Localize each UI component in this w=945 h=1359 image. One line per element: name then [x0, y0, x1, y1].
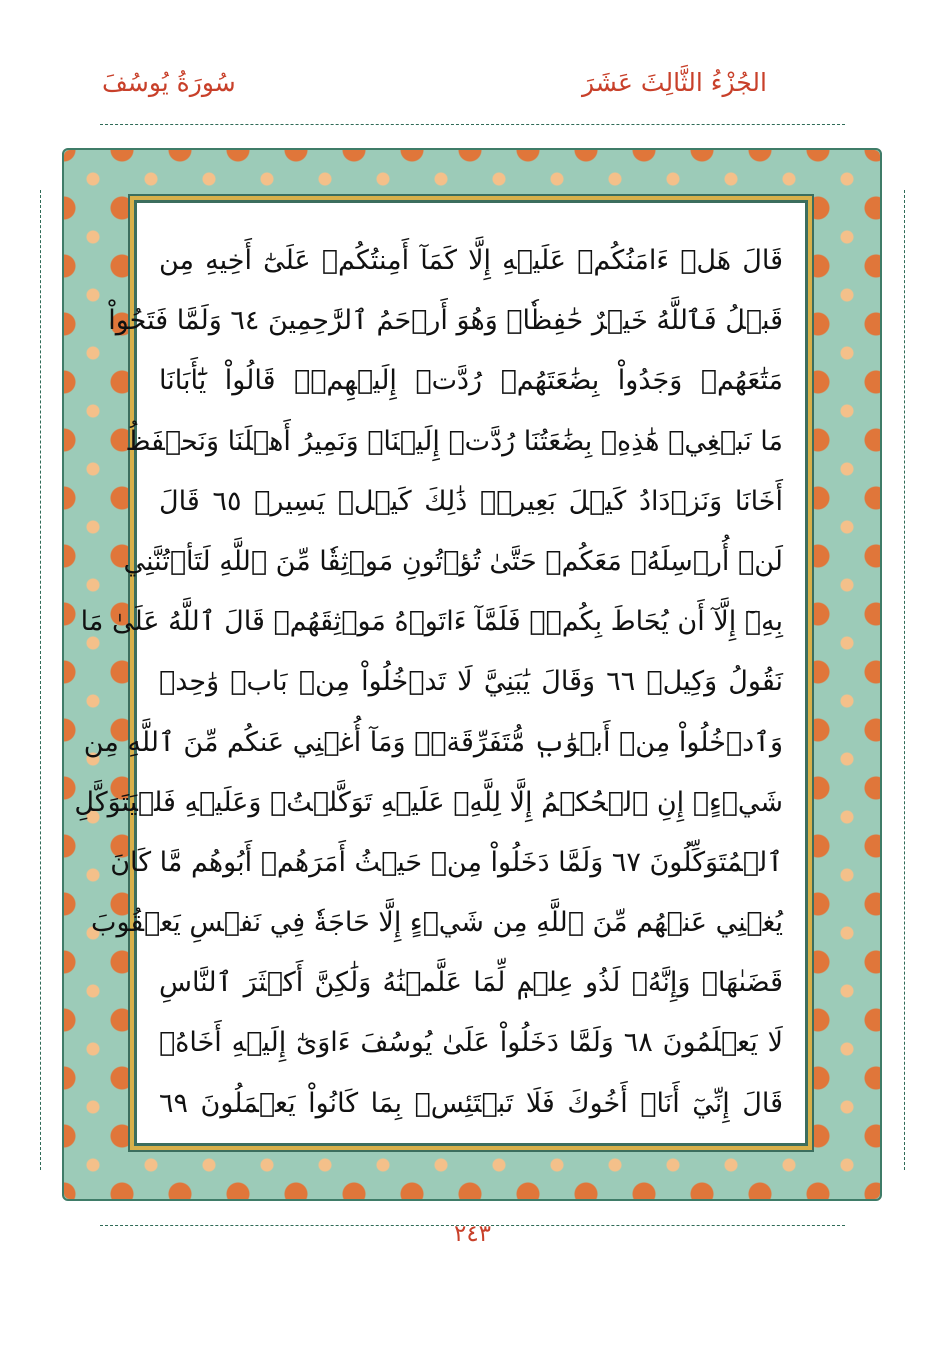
text-line: قَالَ هَلۡ ءَامَنُكُمۡ عَلَيۡهِ إِلَّا كَمَآ أَمِنتُكُمۡ عَلَىٰٓ أَخِيهِ مِن [159, 245, 783, 276]
text-line: أَخَانَا وَنَزۡدَادُ كَيۡلَ بَعِيرٖۖ ذَٰلِكَ كَيۡلٞ يَسِيرٞ ٦٥ قَالَ [159, 485, 783, 517]
text-line: نَقُولُ وَكِيلٞ ٦٦ وَقَالَ يَٰبَنِيَّ لَا تَدۡخُلُواْ مِنۢ بَابٖ وَٰحِدٖ [159, 666, 784, 698]
juz-title: الجُزْءُ الثَّالِثَ عَشَرَ [581, 68, 767, 97]
text-line: وَٱدۡخُلُواْ مِنۡ أَبۡوَٰبٖ مُّتَفَرِّقَةٖۖ وَمَآ أُغۡنِي عَنكُم مِّنَ ٱللَّهِ مِن [83, 726, 783, 758]
text-line: قَضَىٰهَاۚ وَإِنَّهُۥ لَذُو عِلۡمٖ لِّمَا عَلَّمۡنَٰهُ وَلَٰكِنَّ أَكۡثَرَ ٱلنَّاسِ [159, 967, 783, 999]
text-line: يُغۡنِي عَنۡهُم مِّنَ ٱللَّهِ مِن شَيۡءٍ إِلَّا حَاجَةٗ فِي نَفۡسِ يَعۡقُوبَ [91, 907, 783, 939]
text-line: بِهِۦٓ إِلَّآ أَن يُحَاطَ بِكُمۡۖ فَلَمَّآ ءَاتَوۡهُ مَوۡثِقَهُمۡ قَالَ ٱللَّهُ عَلَىٰ مَا [80, 606, 783, 638]
text-panel [74, 200, 808, 1146]
text-line: شَيۡءٍۖ إِنِ ٱلۡحُكۡمُ إِلَّا لِلَّهِۖ عَلَيۡهِ تَوَكَّلۡتُۖ وَعَلَيۡهِ فَلۡيَتَوَكَّلِ [74, 786, 783, 818]
text-line: مَا نَبۡغِيۖ هَٰذِهِۦ بِضَٰعَتُنَا رُدَّتۡ إِلَيۡنَاۖ وَنَمِيرُ أَهۡلَنَا وَنَحۡفَظُ [125, 425, 783, 457]
quran-text [74, 231, 784, 1119]
text-line: لَا يَعۡلَمُونَ ٦٨ وَلَمَّا دَخَلُواْ عَلَىٰ يُوسُفَ ءَاوَىٰٓ إِلَيۡهِ أَخَاهُۖ [159, 1027, 783, 1059]
frame-spikes-top [100, 124, 845, 145]
text-line: ٱلۡمُتَوَكِّلُونَ ٦٧ وَلَمَّا دَخَلُواْ مِنۡ حَيۡثُ أَمَرَهُمۡ أَبُوهُم مَّا كَانَ [110, 846, 783, 878]
page-number: ٢٤٣ [453, 1221, 492, 1247]
surah-title: سُورَةُ يُوسُفَ [102, 68, 236, 97]
text-line: لَنۡ أُرۡسِلَهُۥ مَعَكُمۡ حَتَّىٰ تُؤۡتُونِ مَوۡثِقٗا مِّنَ ٱللَّهِ لَتَأۡتُنَّنِي [123, 545, 783, 577]
text-line: مَتَٰعَهُمۡ وَجَدُواْ بِضَٰعَتَهُمۡ رُدَّتۡ إِلَيۡهِمۡۖ قَالُواْ يَٰٓأَبَانَا [159, 365, 783, 397]
text-line: قَالَ إِنِّيٓ أَنَا۠ أَخُوكَ فَلَا تَبۡتَئِسۡ بِمَا كَانُواْ يَعۡمَلُونَ ٦٩ [159, 1087, 783, 1119]
frame-spikes-right [882, 190, 905, 1170]
frame-spikes-left [40, 190, 63, 1170]
text-line: قَبۡلُ فَٱللَّهُ خَيۡرٌ حَٰفِظٗاۖ وَهُوَ أَرۡحَمُ ٱلرَّٰحِمِينَ ٦٤ وَلَمَّا فَتَحُواْ [108, 305, 783, 337]
ornamental-frame [62, 148, 882, 1201]
